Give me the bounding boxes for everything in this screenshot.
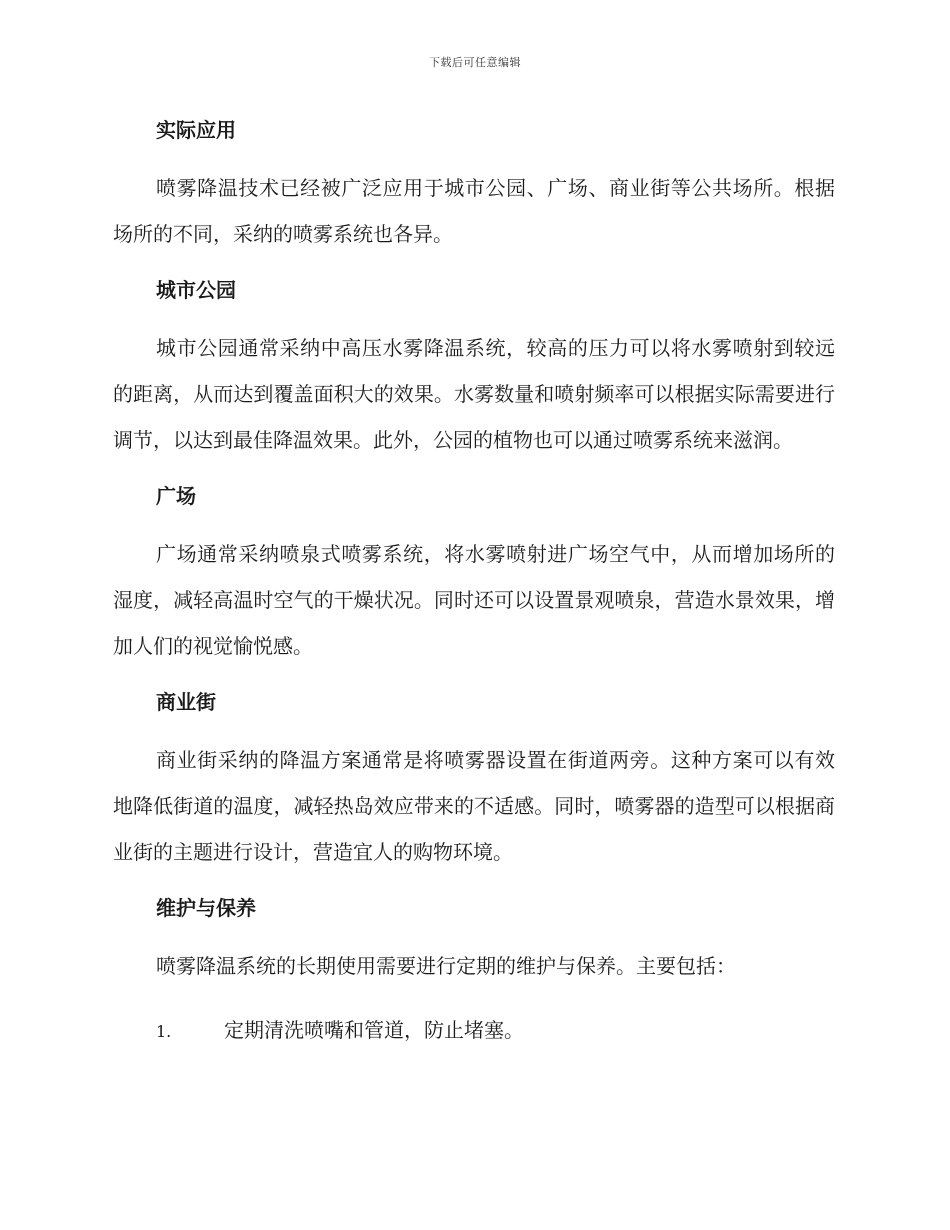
list-item-number: 1. [156, 1022, 172, 1041]
section-heading: 商业街 [156, 690, 216, 714]
section-plaza [113, 481, 835, 687]
section-heading: 维护与保养 [156, 896, 256, 920]
document-body [113, 110, 835, 1055]
section-maintenance [113, 893, 835, 1007]
section-heading: 实际应用 [156, 118, 236, 142]
section-city-park [113, 275, 835, 481]
section-heading: 城市公园 [156, 278, 236, 302]
section-paragraph: 喷雾降温系统的长期使用需要进行定期的维护与保养。主要包括： [156, 954, 736, 978]
section-paragraph: 商业街采纳的降温方案通常是将喷雾器设置在街道两旁。这种方案可以有效地降低街道的温度，减轻热岛效应带来的不适感。同时，喷雾器的造型可以根据商业街的主题进行设计，营造宜人的购物环境。 [113, 748, 835, 864]
maintenance-list [113, 1007, 835, 1055]
header-note: 下载后可任意编辑 [429, 56, 521, 69]
section-paragraph: 城市公园通常采纳中高压水雾降温系统，较高的压力可以将水雾喷射到较远的距离，从而达到覆盖面积大的效果。水雾数量和喷射频率可以根据实际需要进行调节，以达到最佳降温效果。此外，公园的植物也可以通过喷雾系统来滋润。 [113, 336, 835, 452]
section-paragraph: 喷雾降温技术已经被广泛应用于城市公园、广场、商业街等公共场所。根据场所的不同，采纳的喷雾系统也各异。 [113, 176, 835, 246]
section-practical-application [113, 115, 835, 275]
section-paragraph: 广场通常采纳喷泉式喷雾系统，将水雾喷射进广场空气中，从而增加场所的湿度，减轻高温时空气的干燥状况。同时还可以设置景观喷泉，营造水景效果，增加人们的视觉愉悦感。 [113, 542, 835, 658]
section-heading: 广场 [156, 484, 196, 508]
list-item [156, 1007, 835, 1055]
section-commercial-street [113, 687, 835, 893]
list-item-text: 定期清洗喷嘴和管道，防止堵塞。 [224, 1018, 524, 1042]
